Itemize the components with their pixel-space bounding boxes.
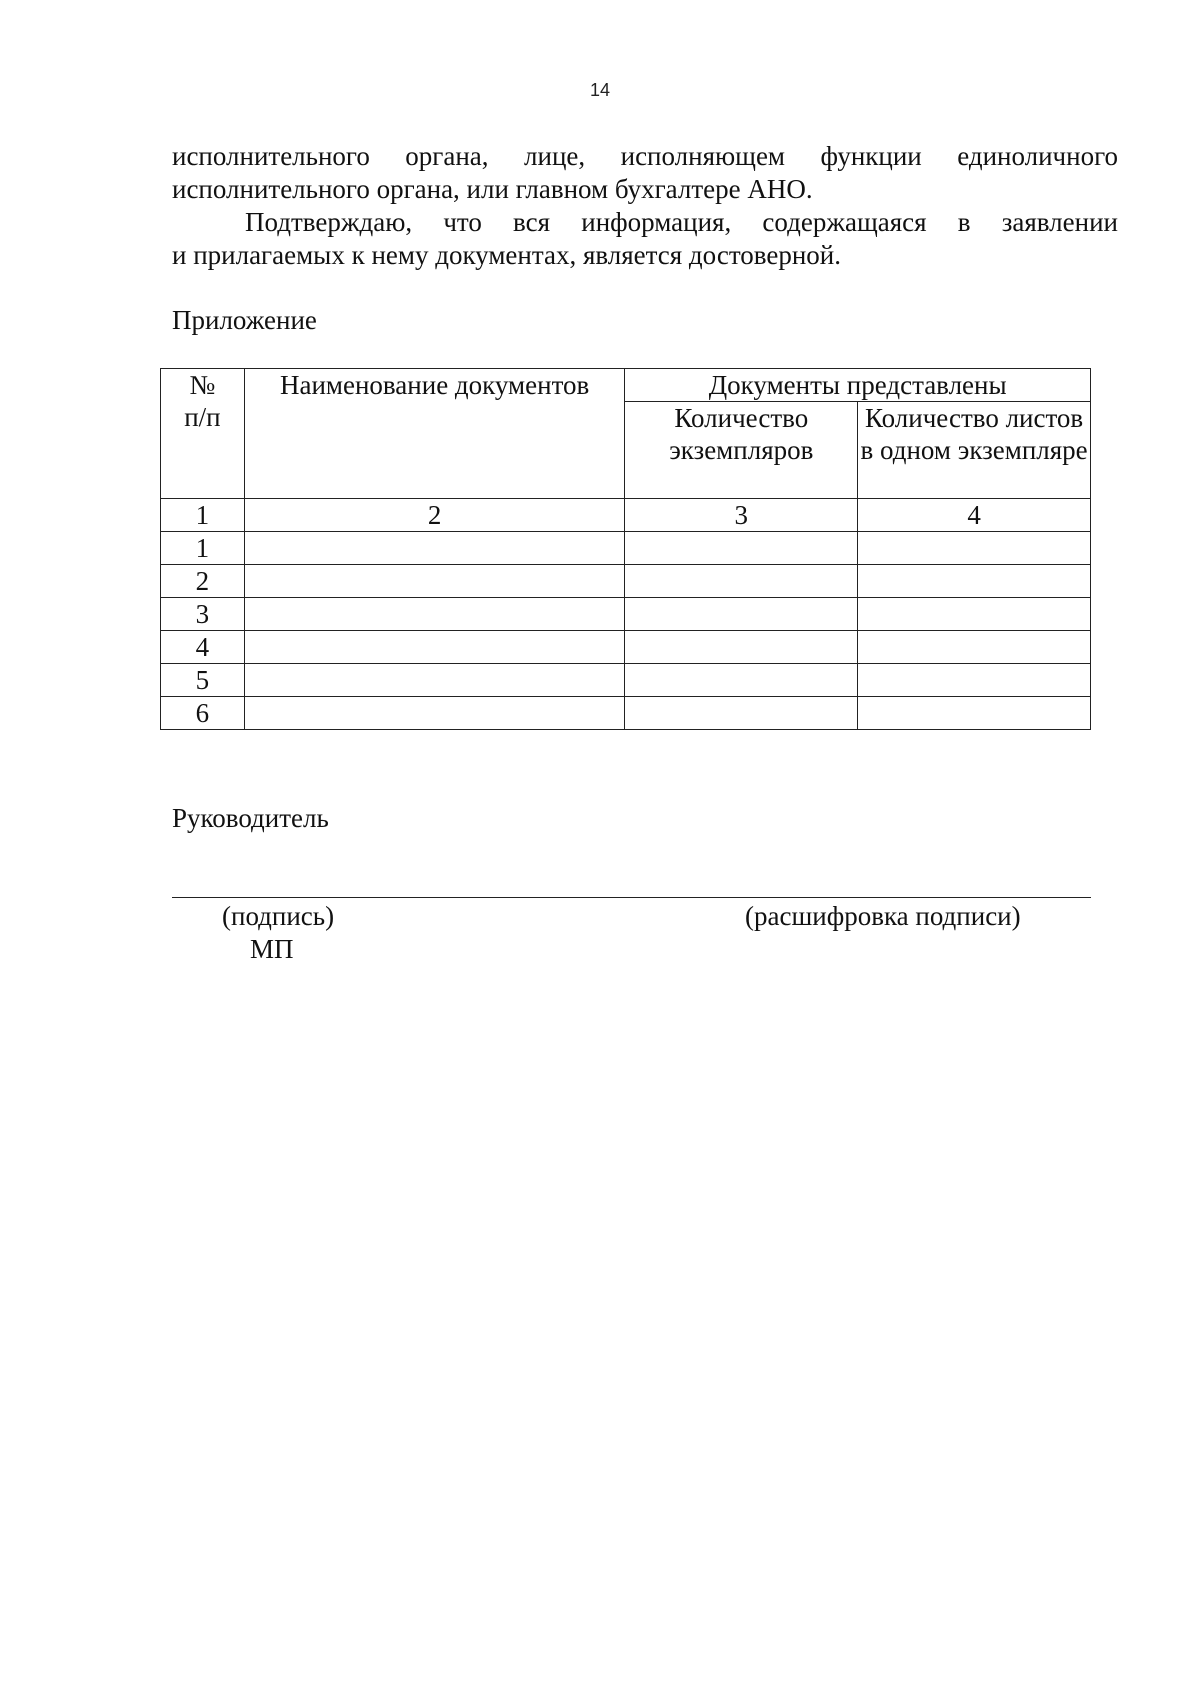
header-number bbox=[161, 369, 245, 499]
signature-decoding-caption: (расшифровка подписи) bbox=[745, 901, 1021, 931]
row-doc-name-cell[interactable] bbox=[244, 631, 625, 664]
table-row bbox=[161, 631, 1091, 664]
header-sheets: Количество листов в одном экземпляре bbox=[858, 402, 1091, 499]
row-number: 1 bbox=[161, 532, 245, 565]
paragraph-line: и прилагаемых к нему документах, является достоверной. bbox=[172, 240, 841, 270]
row-sheets-cell[interactable] bbox=[858, 631, 1091, 664]
paragraph-officer-info bbox=[172, 140, 1118, 206]
header-submitted: Документы представлены bbox=[625, 369, 1091, 402]
column-number: 3 bbox=[625, 499, 858, 532]
stamp-label: МП bbox=[250, 934, 294, 964]
row-sheets-cell[interactable] bbox=[858, 697, 1091, 730]
row-doc-name-cell[interactable] bbox=[244, 697, 625, 730]
row-number: 2 bbox=[161, 565, 245, 598]
row-number: 3 bbox=[161, 598, 245, 631]
row-copies-cell[interactable] bbox=[625, 664, 858, 697]
header-doc-name: Наименование документов bbox=[244, 369, 625, 499]
row-sheets-cell[interactable] bbox=[858, 664, 1091, 697]
row-copies-cell[interactable] bbox=[625, 565, 858, 598]
column-number: 4 bbox=[858, 499, 1091, 532]
table-row bbox=[161, 598, 1091, 631]
paragraph-line: исполнительного органа, лице, исполняющем функции единоличного bbox=[172, 141, 1118, 171]
table-header-row bbox=[161, 369, 1091, 402]
paragraph-confirmation bbox=[172, 206, 1118, 272]
signer-title: Руководитель bbox=[172, 803, 329, 833]
table-row bbox=[161, 532, 1091, 565]
row-doc-name-cell[interactable] bbox=[244, 664, 625, 697]
table-row bbox=[161, 664, 1091, 697]
row-copies-cell[interactable] bbox=[625, 697, 858, 730]
header-copies: Количество экземпляров bbox=[625, 402, 858, 499]
signature-caption: (подпись) bbox=[222, 901, 335, 931]
header-number-abbrev: п/п bbox=[184, 402, 221, 432]
column-number-row bbox=[161, 499, 1091, 532]
signature-line bbox=[172, 897, 1091, 898]
row-number: 6 bbox=[161, 697, 245, 730]
column-number: 2 bbox=[244, 499, 625, 532]
row-sheets-cell[interactable] bbox=[858, 598, 1091, 631]
paragraph-line-text: Подтверждаю, что вся информация, содержащаяся в заявлении bbox=[245, 207, 1118, 237]
appendix-title: Приложение bbox=[172, 305, 317, 335]
header-number-symbol: № bbox=[189, 370, 216, 400]
documents-table bbox=[160, 368, 1091, 730]
row-doc-name-cell[interactable] bbox=[244, 598, 625, 631]
row-copies-cell[interactable] bbox=[625, 631, 858, 664]
row-doc-name-cell[interactable] bbox=[244, 565, 625, 598]
row-doc-name-cell[interactable] bbox=[244, 532, 625, 565]
row-sheets-cell[interactable] bbox=[858, 532, 1091, 565]
paragraph-line-indented bbox=[172, 206, 1118, 239]
row-number: 4 bbox=[161, 631, 245, 664]
column-number: 1 bbox=[161, 499, 245, 532]
row-sheets-cell[interactable] bbox=[858, 565, 1091, 598]
table-row bbox=[161, 565, 1091, 598]
row-copies-cell[interactable] bbox=[625, 532, 858, 565]
page-number: 14 bbox=[589, 80, 611, 100]
paragraph-line: исполнительного органа, или главном бухгалтере АНО. bbox=[172, 174, 813, 204]
row-number: 5 bbox=[161, 664, 245, 697]
row-copies-cell[interactable] bbox=[625, 598, 858, 631]
table-row bbox=[161, 697, 1091, 730]
